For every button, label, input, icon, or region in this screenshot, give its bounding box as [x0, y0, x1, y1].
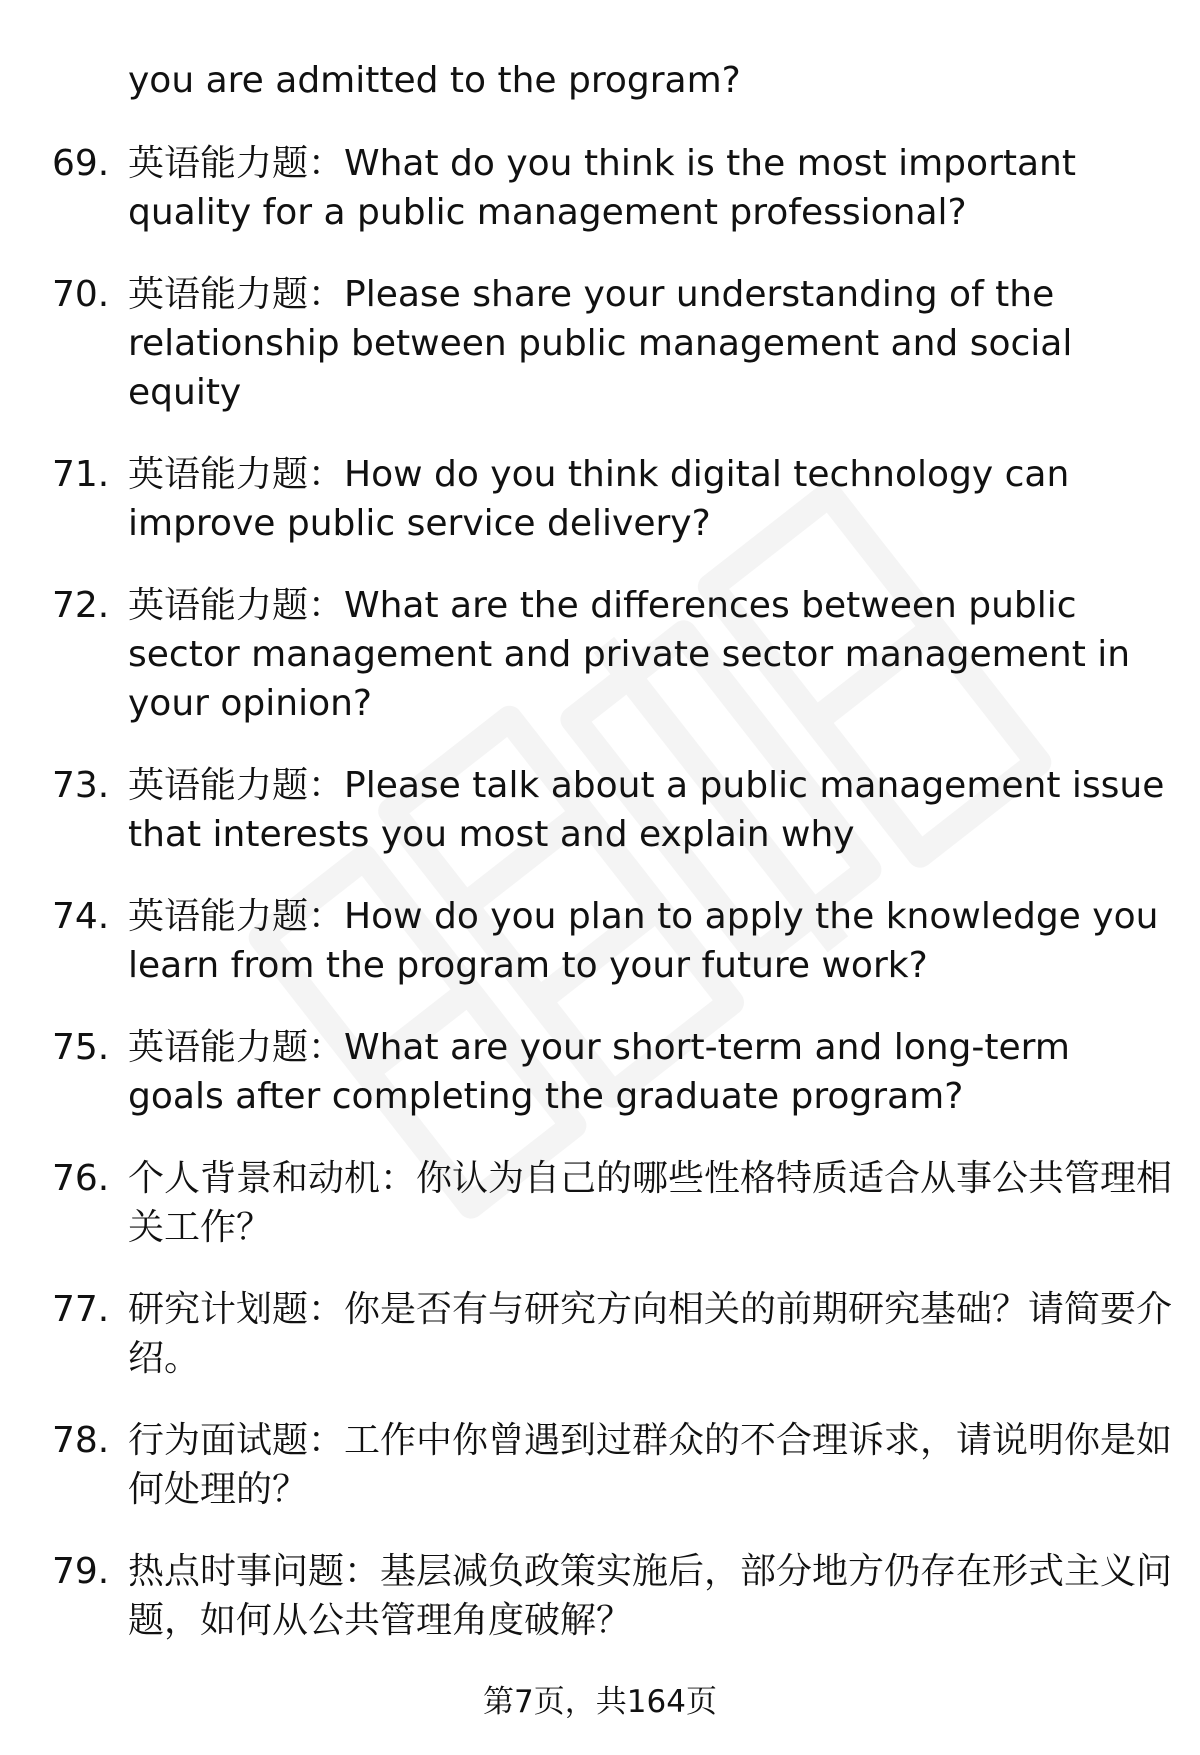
question-text: 英语能力题：Please share your understanding of the relationship between public management and social equity	[128, 274, 1073, 413]
continuation-text: you are admitted to the program?	[128, 60, 741, 101]
question-number: 73.	[52, 765, 110, 806]
question-number: 69.	[52, 143, 110, 184]
question-text: 个人背景和动机：你认为自己的哪些性格特质适合从事公共管理相关工作？	[128, 1158, 1173, 1248]
question-item	[52, 1285, 1172, 1383]
question-number: 71.	[52, 454, 110, 495]
question-item	[52, 270, 1172, 417]
question-text: 英语能力题：What do you think is the most important quality for a public management professional?	[128, 143, 1076, 233]
question-item	[52, 892, 1172, 990]
question-item	[52, 1154, 1172, 1252]
question-number: 70.	[52, 274, 110, 315]
page-indicator: 第7页，共164页	[483, 1684, 717, 1720]
question-number: 72.	[52, 585, 110, 626]
question-text: 英语能力题：What are your short-term and long-term goals after completing the graduate program?	[128, 1027, 1070, 1117]
question-number: 78.	[52, 1420, 110, 1461]
question-item	[52, 450, 1172, 548]
question-text: 研究计划题：你是否有与研究方向相关的前期研究基础？请简要介绍。	[128, 1289, 1173, 1379]
question-number: 75.	[52, 1027, 110, 1068]
question-item	[52, 1547, 1172, 1645]
question-text: 热点时事问题：基层减负政策实施后，部分地方仍存在形式主义问题，如何从公共管理角度破解？	[128, 1551, 1173, 1641]
question-item	[52, 1416, 1172, 1514]
question-text: 英语能力题：What are the differences between public sector management and private sector management in your opinion?	[128, 585, 1131, 724]
question-item	[52, 581, 1172, 728]
question-item	[52, 761, 1172, 859]
question-item	[52, 139, 1172, 237]
question-text: 行为面试题：工作中你曾遇到过群众的不合理诉求，请说明你是如何处理的？	[128, 1420, 1173, 1510]
question-number: 79.	[52, 1551, 110, 1592]
question-number: 77.	[52, 1289, 110, 1330]
question-item	[52, 1023, 1172, 1121]
question-list	[52, 56, 1172, 1678]
question-text: 英语能力题：Please talk about a public management issue that interests you most and explain why	[128, 765, 1165, 855]
question-number: 76.	[52, 1158, 110, 1199]
question-text: 英语能力题：How do you think digital technology can improve public service delivery?	[128, 454, 1070, 544]
question-text: 英语能力题：How do you plan to apply the knowledge you learn from the program to your future work?	[128, 896, 1159, 986]
question-number: 74.	[52, 896, 110, 937]
